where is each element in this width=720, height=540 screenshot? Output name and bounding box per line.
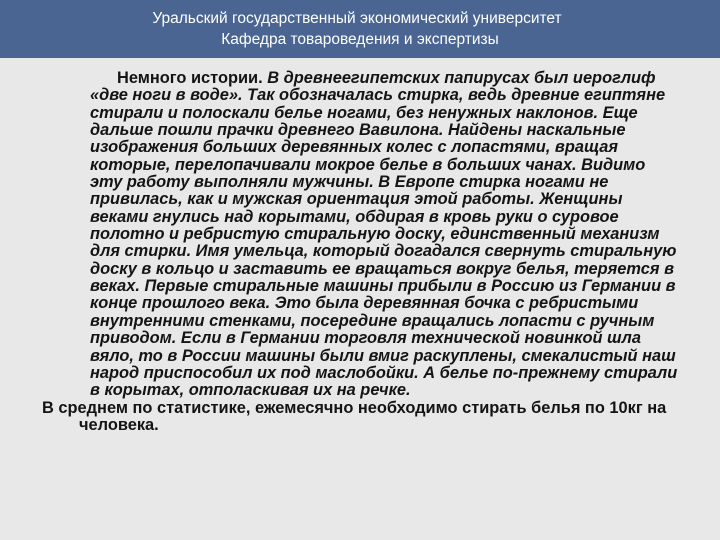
statistics-text: В среднем по статистике, ежемесячно необходимо стирать белья по 10кг на человека. xyxy=(42,398,667,434)
slide-text-block xyxy=(42,70,682,434)
statistics-paragraph xyxy=(42,400,682,435)
department-title: Кафедра товароведения и экспертизы xyxy=(221,31,499,48)
university-title: Уральский государственный экономический университет xyxy=(152,10,562,27)
slide-header xyxy=(0,0,720,58)
history-body: В древнеегипетских папирусах был иероглиф «две ноги в воде». Так обозначалась стирка, ведь древние египтяне стирали и полоскали белье ногами, без ненужных наклонов. Еще дальше пошли прачки древнего Вавилона. Найдены наскальные изображения больших деревянных колес с лопастями, вращая которые, перелопачивали мокрое белье в больших чанах. Видимо эту работу выполняли мужчины. В Европе стирка ногами не привилась, как и мужская ориентация этой работы. Женщины веками гнулись над корытами, обдирая в кровь руки о суровое полотно и ребристую стиральную доску, единственный механизм для стирки. Имя умельца, который догадался свернуть стиральную доску в кольцо и заставить ее вращаться вокруг белья, теряется в веках. Первые стиральные машины прибыли в Россию из Германии в конце прошлого века. Это была деревянная бочка с ребристыми внутренними стенками, посередине вращались лопасти с ручным приводом. Если в Германии торговля технической новинкой шла вяло, то в России машины были вмиг раскуплены, смекалистый наш народ приспособил их под маслобойки. А белье по-прежнему стирали в корытах, отполаскивая их на речке. xyxy=(90,69,678,400)
history-paragraph xyxy=(42,70,682,400)
history-lead: Немного истории. xyxy=(117,69,263,87)
